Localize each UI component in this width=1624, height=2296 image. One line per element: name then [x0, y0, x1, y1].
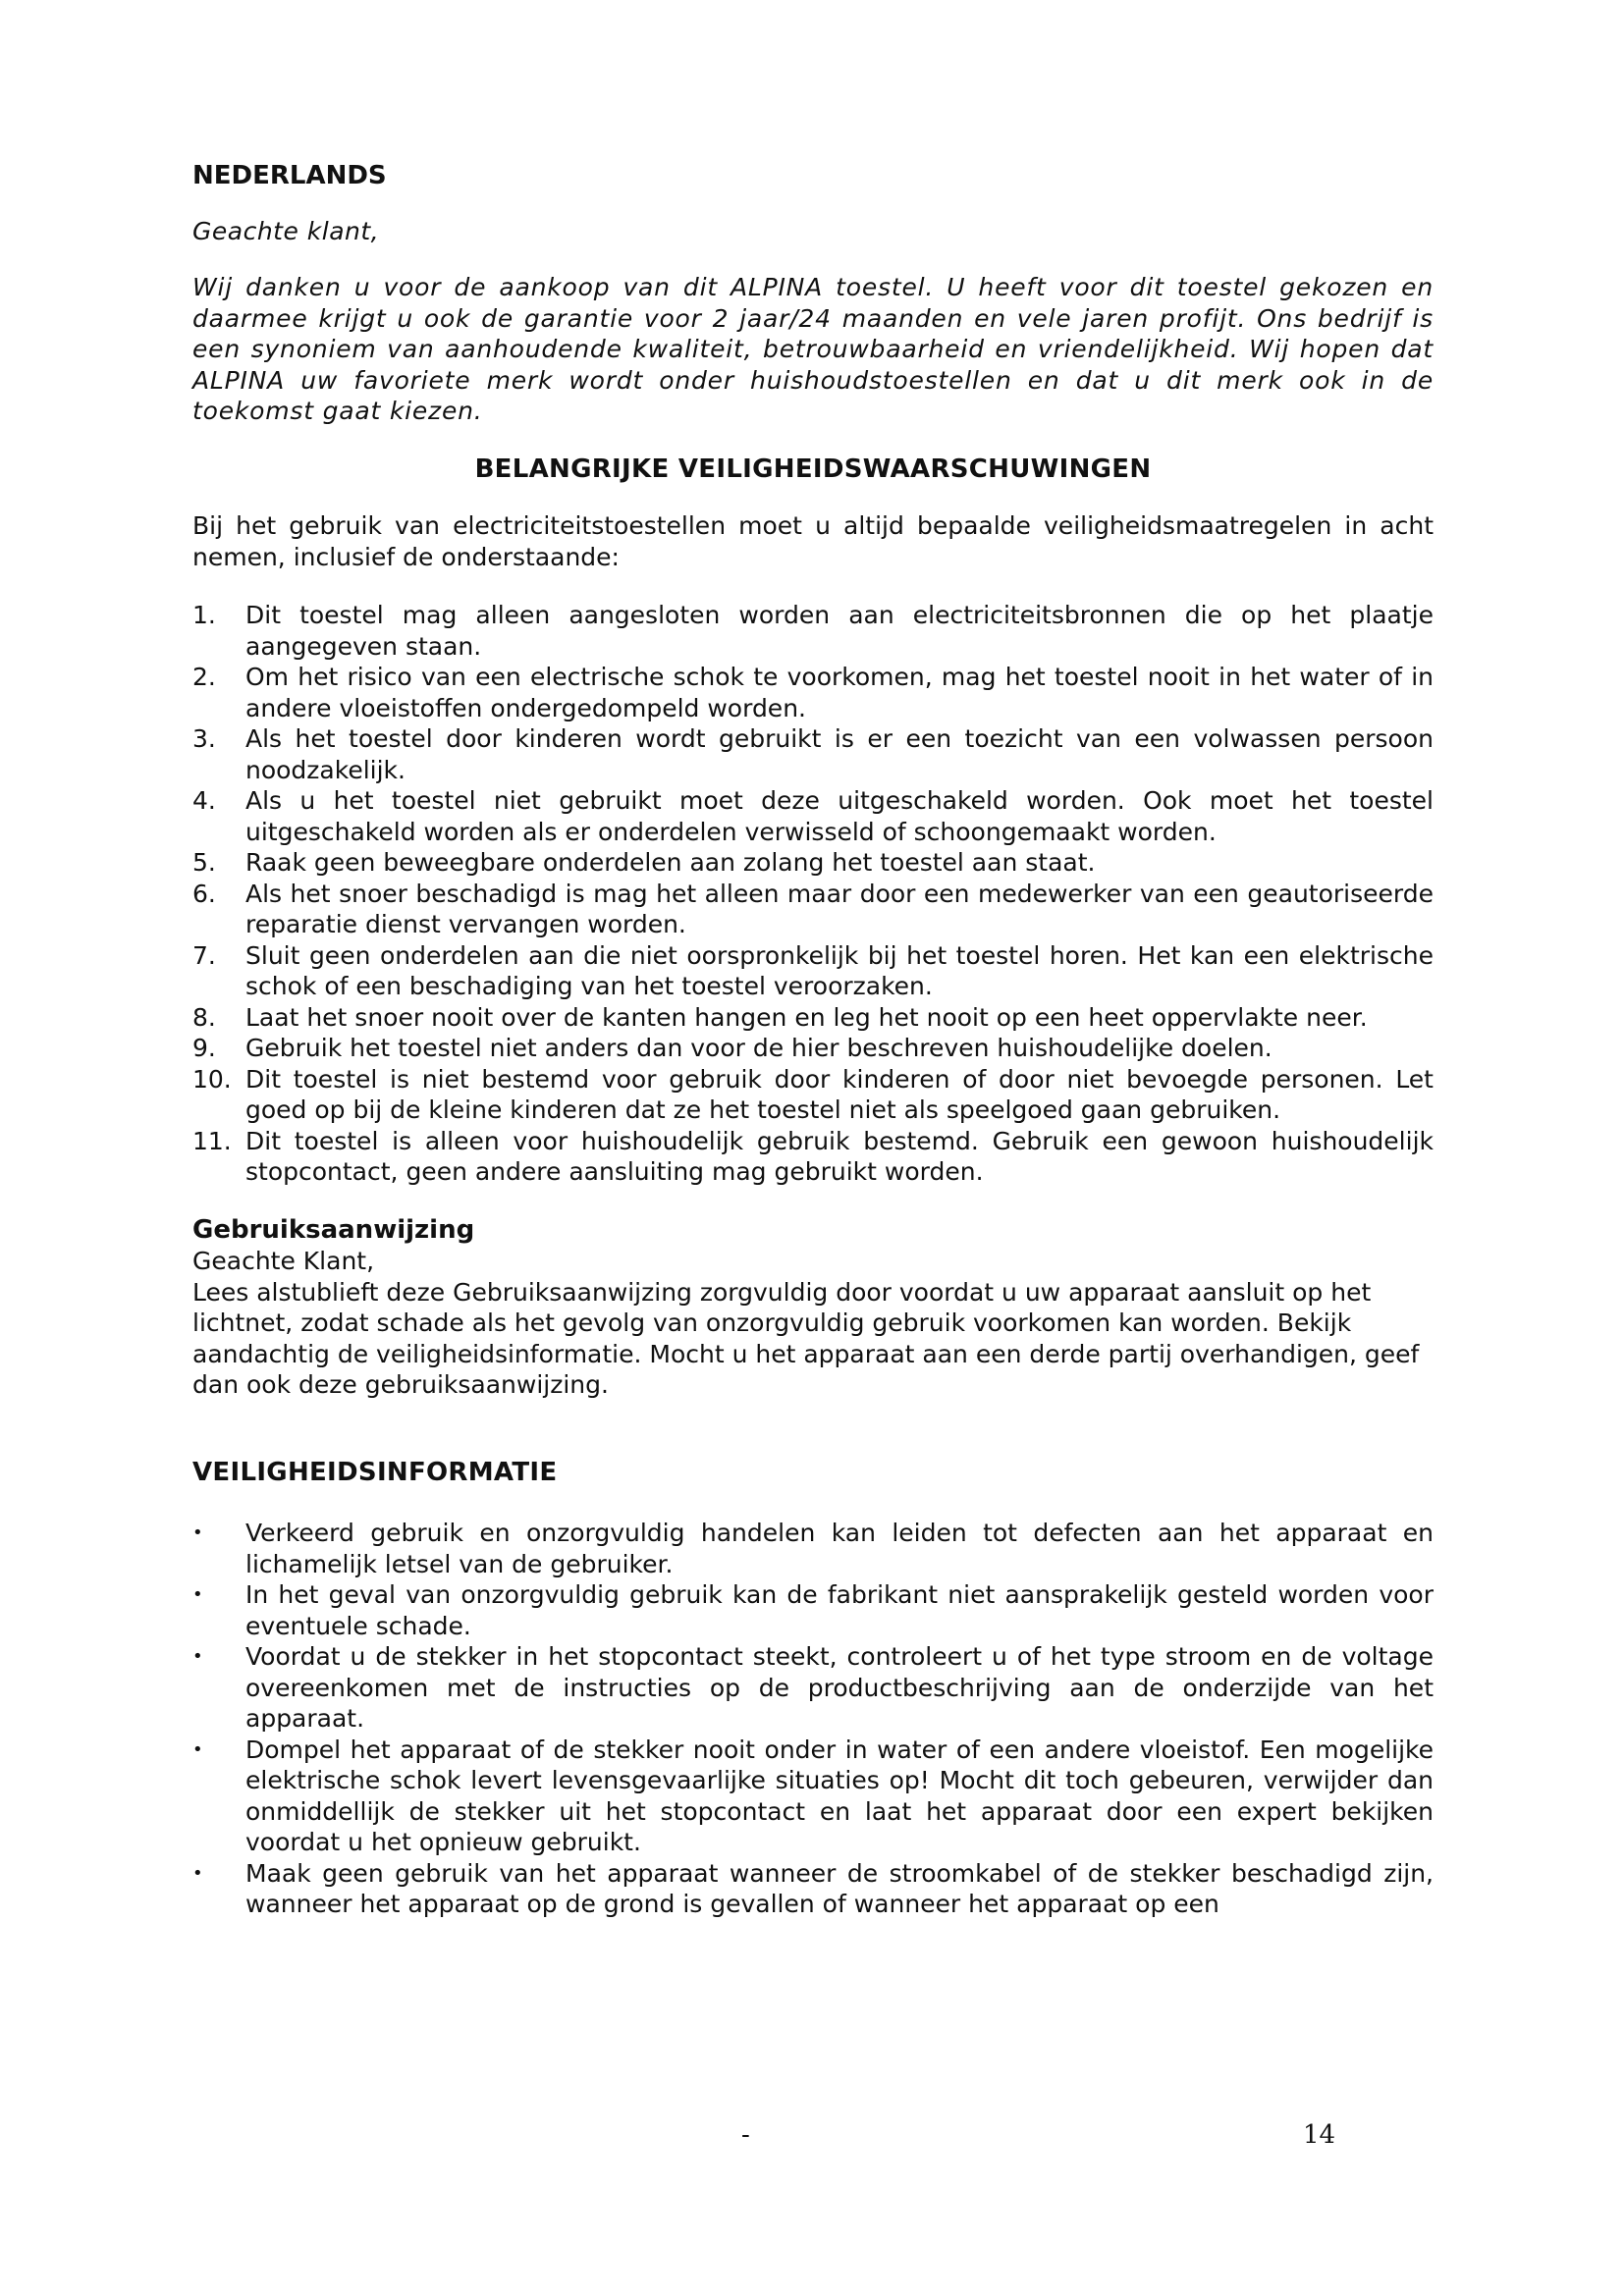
bullet-icon: •	[192, 1738, 203, 1760]
list-item	[192, 662, 1434, 723]
list-text: Raak geen beweegbare onderdelen aan zolang het toestel aan staat.	[245, 848, 1096, 877]
list-text: Dompel het apparaat of de stekker nooit onder in water of een andere vloeistof. Een mogelijke elektrische schok levert levensgevaarlijke situaties op! Mocht dit toch gebeuren, verwijder dan onmiddellijk de stekker uit het stopcontact en laat het apparaat door een expert bekijken voordat u het opnieuw gebruikt.	[245, 1735, 1434, 1856]
list-text: Maak geen gebruik van het apparaat wanneer de stroomkabel of de stekker beschadigd zijn, wanneer het apparaat op de grond is gevallen of wanneer het apparaat op een	[245, 1858, 1434, 1918]
list-number: 1.	[192, 601, 216, 629]
list-item	[192, 1858, 1434, 1920]
list-item	[192, 1002, 1434, 1034]
list-item	[192, 723, 1434, 785]
safety-lead: Bij het gebruik van electriciteitstoestellen moet u altijd bepaalde veiligheidsmaatregelen in acht nemen, inclusief de onderstaande:	[192, 511, 1434, 571]
bullet-icon: •	[192, 1584, 203, 1605]
safety-list	[192, 600, 1434, 1188]
list-text: Laat het snoer nooit over de kanten hangen en leg het nooit op een heet oppervlakte neer.	[245, 1002, 1368, 1032]
language-heading: NEDERLANDS	[192, 161, 387, 190]
usage-salutation: Geachte Klant,	[192, 1247, 375, 1275]
list-number: 2.	[192, 663, 216, 691]
list-item	[192, 785, 1434, 847]
list-number: 6.	[192, 879, 216, 908]
safety-heading: BELANGRIJKE VEILIGHEIDSWAARSCHUWINGEN	[474, 454, 1152, 484]
list-text: Verkeerd gebruik en onzorgvuldig handelen kan leiden tot defecten aan het apparaat en lichamelijk letsel van de gebruiker.	[245, 1519, 1434, 1578]
list-number: 10.	[192, 1064, 232, 1094]
page-number: 14	[1303, 2120, 1336, 2150]
list-number: 8.	[192, 1002, 216, 1032]
intro-paragraph: Wij danken u voor de aankoop van dit ALPINA toestel. U heeft voor dit toestel gekozen en daarmee krijgt u ook de garantie voor 2 jaar/24 maanden en vele jaren profijt. Ons bedrijf is een synoniem van aanhoudende kwaliteit, betrouwbaarheid en vriendelijkheid. Wij hopen dat ALPINA uw favoriete merk wordt onder huishoudstoestellen en dat u dit merk ook in de toekomst gaat kiezen.	[192, 273, 1434, 425]
list-text: Als het snoer beschadigd is mag het alleen maar door een medewerker van een geautoriseerde reparatie dienst vervangen worden.	[245, 879, 1434, 938]
list-text: Als u het toestel niet gebruikt moet deze uitgeschakeld worden. Ook moet het toestel uitgeschakeld worden als er onderdelen verwisseld of schoongemaakt worden.	[245, 786, 1434, 846]
list-text: Dit toestel is alleen voor huishoudelijk gebruik bestemd. Gebruik een gewoon huishoudelijk stopcontact, geen andere aansluiting mag gebruikt worden.	[245, 1126, 1434, 1186]
list-item	[192, 879, 1434, 940]
usage-paragraph: Lees alstublieft deze Gebruiksaanwijzing zorgvuldig door voordat u uw apparaat aansluit op het lichtnet, zodat schade als het gevolg van onzorgvuldig gebruik voorkomen kan worden. Bekijk aandachtig de veiligheidsinformatie. Mocht u het apparaat aan een derde partij overhandigen, geef dan ook deze gebruiksaanwijzing.	[192, 1277, 1420, 1399]
list-text: Gebruik het toestel niet anders dan voor de hier beschreven huishoudelijke doelen.	[245, 1034, 1272, 1062]
list-number: 5.	[192, 848, 216, 877]
list-item	[192, 1033, 1434, 1064]
salutation: Geachte klant,	[192, 216, 380, 245]
list-text: Dit toestel is niet bestemd voor gebruik door kinderen of door niet bevoegde personen. Let goed op bij de kleine kinderen dat ze het toestel niet als speelgoed gaan gebruiken.	[245, 1064, 1434, 1124]
list-item	[192, 1735, 1434, 1858]
list-item	[192, 1064, 1434, 1126]
bullet-icon: •	[192, 1522, 203, 1543]
document-page	[192, 147, 1434, 1920]
list-item	[192, 1518, 1434, 1579]
list-text: Als het toestel door kinderen wordt gebruikt is er een toezicht van een volwassen persoon noodzakelijk.	[245, 724, 1434, 784]
footer-dash: -	[741, 2120, 750, 2150]
list-text: Sluit geen onderdelen aan die niet oorspronkelijk bij het toestel horen. Het kan een elektrische schok of een beschadiging van het toestel veroorzaken.	[245, 940, 1434, 1000]
list-text: Voordat u de stekker in het stopcontact steekt, controleert u of het type stroom en de voltage overeenkomen met de instructies op de productbeschrijving aan de onderzijde van het apparaat.	[245, 1642, 1434, 1733]
bullet-icon: •	[192, 1646, 203, 1667]
list-number: 9.	[192, 1034, 216, 1062]
list-text: In het geval van onzorgvuldig gebruik kan de fabrikant niet aansprakelijk gesteld worden voor eventuele schade.	[245, 1580, 1434, 1640]
list-item	[192, 1579, 1434, 1641]
list-text: Om het risico van een electrische schok te voorkomen, mag het toestel nooit in het water of in andere vloeistoffen ondergedompeld worden.	[245, 663, 1434, 722]
info-heading: VEILIGHEIDSINFORMATIE	[192, 1457, 558, 1487]
list-item	[192, 847, 1434, 879]
list-number: 3.	[192, 724, 216, 753]
bullet-icon: •	[192, 1862, 203, 1884]
list-item	[192, 1641, 1434, 1735]
list-number: 4.	[192, 786, 216, 815]
list-item	[192, 600, 1434, 662]
info-list	[192, 1518, 1434, 1920]
usage-heading: Gebruiksaanwijzing	[192, 1214, 475, 1245]
list-number: 7.	[192, 940, 216, 970]
list-item	[192, 940, 1434, 1002]
list-item	[192, 1126, 1434, 1188]
list-number: 11.	[192, 1126, 232, 1155]
list-text: Dit toestel mag alleen aangesloten worden aan electriciteitsbronnen die op het plaatje aangegeven staan.	[245, 601, 1434, 661]
